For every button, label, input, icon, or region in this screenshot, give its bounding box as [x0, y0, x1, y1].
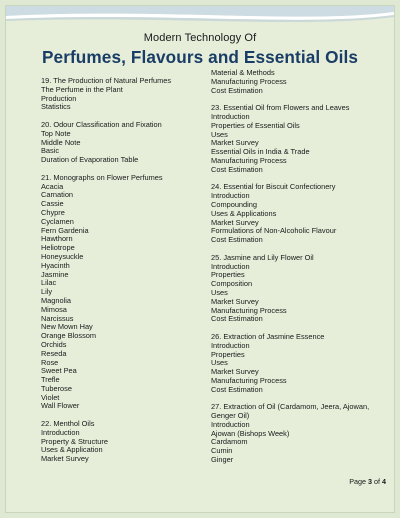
contents-section — [211, 69, 386, 95]
chapter-heading: 22. Menthol Oils — [41, 419, 95, 429]
contents-section — [211, 403, 386, 465]
page-word: Page — [349, 477, 366, 486]
contents-section — [211, 333, 386, 395]
contents-item: Hyacinth — [41, 260, 70, 270]
contents-item: Uses — [211, 129, 228, 139]
chapter-heading: 27. Extraction of Oil (Cardamom, Jeera, Ajowan, Genger Oil) — [211, 402, 370, 421]
contents-item: Lily — [41, 287, 53, 297]
contents-item: Manufacturing Process — [211, 155, 287, 165]
contents-item: Honeysuckle — [41, 251, 84, 261]
chapter-heading: 20. Odour Classification and Fixation — [41, 119, 162, 129]
contents-item: Introduction — [211, 111, 250, 121]
total-pages: 4 — [382, 477, 386, 486]
contents-item: Ginger — [211, 455, 234, 465]
contents-right-column — [211, 69, 386, 465]
document-header — [6, 32, 394, 68]
contents-left-column — [41, 77, 206, 464]
contents-section — [41, 121, 206, 165]
contents-item: Introduction — [211, 261, 250, 271]
contents-item: Ajowan (Bishops Week) — [211, 428, 290, 438]
contents-item: Duration of Evaporation Table — [41, 155, 139, 165]
contents-section — [41, 420, 206, 464]
contents-item: Essential Oils in India & Trade — [211, 147, 310, 157]
current-page: 3 — [368, 477, 372, 486]
contents-section — [41, 174, 206, 412]
contents-item: Cost Estimation — [211, 235, 263, 245]
contents-item: Hawthorn — [41, 234, 73, 244]
contents-item: Cost Estimation — [211, 164, 263, 174]
contents-item: Cost Estimation — [211, 85, 263, 95]
header-subtitle: Modern Technology Of — [143, 32, 257, 44]
contents-item: Properties of Essential Oils — [211, 120, 300, 130]
contents-item: Magnolia — [41, 295, 71, 305]
contents-item: Chypre — [41, 207, 65, 217]
contents-item: The Perfume in the Plant — [41, 84, 123, 94]
chapter-heading: 26. Extraction of Jasmine Essence — [211, 331, 325, 341]
contents-item: Sweet Pea — [41, 366, 77, 376]
contents-item: Market Survey — [211, 217, 259, 227]
contents-item: Trefle — [41, 375, 60, 385]
contents-section — [41, 77, 206, 112]
contents-item: Orange Blossom — [41, 331, 97, 341]
contents-item: Manufacturing Process — [211, 76, 287, 86]
contents-item: Uses — [211, 358, 228, 368]
contents-item: Fern Gardenia — [41, 225, 89, 235]
contents-section — [211, 104, 386, 174]
contents-item: Market Survey — [211, 296, 259, 306]
contents-section — [211, 254, 386, 324]
contents-item: Violet — [41, 392, 60, 402]
chapter-heading: 19. The Production of Natural Perfumes — [41, 76, 172, 85]
chapter-heading: 21. Monographs on Flower Perfumes — [41, 172, 163, 182]
chapter-heading: 25. Jasmine and Lily Flower Oil — [211, 252, 314, 262]
contents-item: Uses — [211, 287, 228, 297]
contents-item: Cost Estimation — [211, 314, 263, 324]
contents-item: Production — [41, 93, 77, 103]
chapter-heading: 24. Essential for Biscuit Confectionery — [211, 182, 336, 192]
of-word: of — [374, 477, 380, 486]
contents-item: Reseda — [41, 348, 67, 358]
contents-item: Formulations of Non-Alcoholic Flavour — [211, 226, 337, 236]
contents-item: Market Survey — [211, 367, 259, 377]
contents-item: Uses & Application — [41, 445, 103, 455]
contents-item: Introduction — [211, 419, 250, 429]
contents-item: Property & Structure — [41, 436, 108, 446]
chapter-heading: 23. Essential Oil from Flowers and Leaves — [211, 103, 350, 113]
contents-item: Market Survey — [41, 454, 89, 464]
contents-item: Statistics — [41, 102, 71, 112]
contents-item: Heliotrope — [41, 243, 75, 253]
contents-item: Properties — [211, 349, 245, 359]
contents-item: Narcissus — [41, 313, 74, 323]
contents-item: Tuberose — [41, 383, 72, 393]
header-title: Perfumes, Flavours and Essential Oils — [41, 47, 359, 67]
contents-item: Top Note — [41, 128, 71, 138]
contents-item: Market Survey — [211, 138, 259, 148]
contents-item: Introduction — [211, 191, 250, 201]
contents-item: Cyclamen — [41, 216, 74, 226]
contents-item: Properties — [211, 270, 245, 280]
contents-item: Material & Methods — [211, 68, 275, 77]
contents-item: Manufacturing Process — [211, 305, 287, 315]
contents-item: Composition — [211, 279, 253, 289]
contents-item: Middle Note — [41, 137, 81, 147]
contents-item: Lilac — [41, 278, 57, 288]
contents-item: Cost Estimation — [211, 384, 263, 394]
contents-item: Uses & Applications — [211, 208, 277, 218]
contents-item: Jasmine — [41, 269, 69, 279]
contents-item: Cumin — [211, 446, 233, 456]
contents-item: Basic — [41, 146, 60, 156]
contents-section — [211, 183, 386, 245]
contents-item: Compounding — [211, 199, 258, 209]
page-number — [349, 477, 386, 486]
contents-item: Cassie — [41, 199, 64, 209]
contents-item: Mimosa — [41, 304, 67, 314]
contents-item: Introduction — [41, 427, 80, 437]
contents-item: Cardamom — [211, 437, 248, 447]
contents-item: Orchids — [41, 339, 67, 349]
contents-item: New Mown Hay — [41, 322, 93, 332]
contents-item: Wall Flower — [41, 401, 80, 411]
contents-item: Acacia — [41, 181, 64, 191]
contents-item: Manufacturing Process — [211, 375, 287, 385]
contents-item: Carnation — [41, 190, 74, 200]
contents-item: Introduction — [211, 340, 250, 350]
contents-item: Rose — [41, 357, 59, 367]
